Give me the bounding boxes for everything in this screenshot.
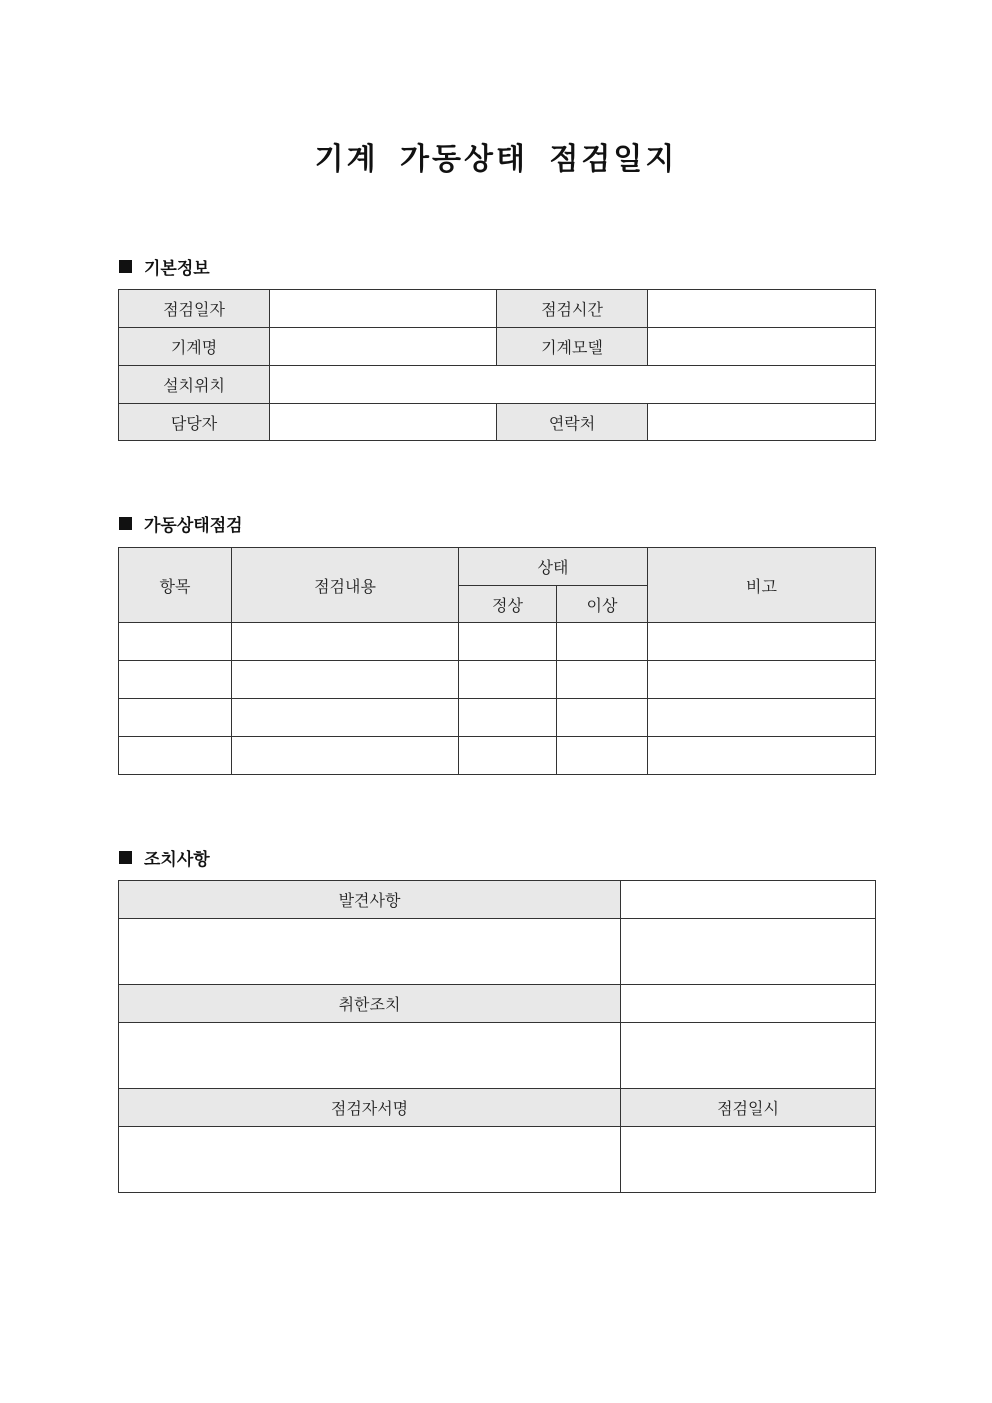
table-row: [119, 985, 876, 1023]
cell-remarks[interactable]: [648, 699, 876, 737]
input-machine-model[interactable]: [648, 328, 876, 366]
cell-content[interactable]: [232, 737, 459, 775]
table-row: [119, 1023, 876, 1089]
input-inspection-time[interactable]: [648, 290, 876, 328]
input-findings-side[interactable]: [621, 919, 876, 985]
section-heading-actions: [119, 845, 210, 870]
header-remarks: 비고: [648, 548, 876, 623]
input-inspection-date[interactable]: [270, 290, 497, 328]
cell-content[interactable]: [232, 699, 459, 737]
label-inspection-date: 점검일자: [119, 290, 270, 328]
table-header-row: [119, 548, 876, 586]
actions-table: [118, 880, 876, 1193]
table-row: [119, 623, 876, 661]
header-abnormal: 이상: [557, 586, 648, 623]
table-row: [119, 699, 876, 737]
input-machine-name[interactable]: [270, 328, 497, 366]
header-item: 항목: [119, 548, 232, 623]
section-heading-label: 가동상태점검: [144, 516, 243, 536]
basic-info-table: [118, 289, 876, 441]
input-findings[interactable]: [119, 919, 621, 985]
section-heading-label: 조치사항: [144, 850, 210, 870]
cell-item[interactable]: [119, 661, 232, 699]
label-measures: 취한조치: [119, 985, 621, 1023]
cell-normal[interactable]: [459, 661, 557, 699]
section-heading-label: 기본정보: [144, 259, 210, 279]
label-contact: 연락처: [497, 404, 648, 441]
header-content: 점검내용: [232, 548, 459, 623]
cell-item[interactable]: [119, 623, 232, 661]
square-bullet-icon: [119, 517, 132, 530]
table-row: [119, 881, 876, 919]
table-row: [119, 1089, 876, 1127]
cell-normal[interactable]: [459, 699, 557, 737]
input-measures-side[interactable]: [621, 1023, 876, 1089]
cell-measures-side-header[interactable]: [621, 985, 876, 1023]
input-signature[interactable]: [119, 1127, 621, 1193]
cell-remarks[interactable]: [648, 623, 876, 661]
table-row: [119, 661, 876, 699]
table-row: [119, 366, 876, 404]
label-signature: 점검자서명: [119, 1089, 621, 1127]
table-row: [119, 919, 876, 985]
header-state: 상태: [459, 548, 648, 586]
section-heading-operation-status: [119, 511, 243, 536]
table-row: [119, 1127, 876, 1193]
cell-normal[interactable]: [459, 623, 557, 661]
section-heading-basic-info: [119, 254, 210, 279]
table-row: [119, 737, 876, 775]
label-inspection-datetime: 점검일시: [621, 1089, 876, 1127]
label-findings: 발견사항: [119, 881, 621, 919]
square-bullet-icon: [119, 851, 132, 864]
cell-content[interactable]: [232, 661, 459, 699]
operation-status-table: [118, 547, 876, 775]
cell-normal[interactable]: [459, 737, 557, 775]
table-row: [119, 290, 876, 328]
label-machine-model: 기계모델: [497, 328, 648, 366]
cell-content[interactable]: [232, 623, 459, 661]
cell-item[interactable]: [119, 699, 232, 737]
cell-item[interactable]: [119, 737, 232, 775]
input-inspection-datetime[interactable]: [621, 1127, 876, 1193]
label-manager: 담당자: [119, 404, 270, 441]
label-machine-name: 기계명: [119, 328, 270, 366]
input-contact[interactable]: [648, 404, 876, 441]
cell-remarks[interactable]: [648, 737, 876, 775]
input-measures[interactable]: [119, 1023, 621, 1089]
table-row: [119, 328, 876, 366]
cell-abnormal[interactable]: [557, 699, 648, 737]
table-row: [119, 404, 876, 441]
label-inspection-time: 점검시간: [497, 290, 648, 328]
cell-abnormal[interactable]: [557, 737, 648, 775]
header-normal: 정상: [459, 586, 557, 623]
square-bullet-icon: [119, 260, 132, 273]
cell-findings-side-header[interactable]: [621, 881, 876, 919]
input-install-location[interactable]: [270, 366, 876, 404]
label-install-location: 설치위치: [119, 366, 270, 404]
page-title: 기계 가동상태 점검일지: [314, 142, 678, 177]
cell-remarks[interactable]: [648, 661, 876, 699]
input-manager[interactable]: [270, 404, 497, 441]
cell-abnormal[interactable]: [557, 623, 648, 661]
cell-abnormal[interactable]: [557, 661, 648, 699]
